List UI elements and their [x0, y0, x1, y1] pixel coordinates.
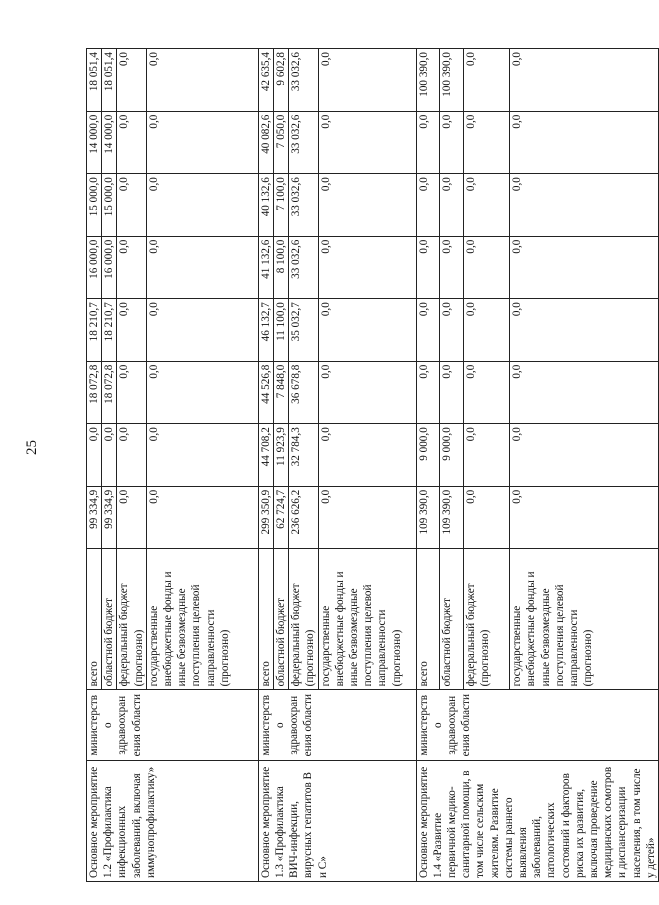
amount-cell: 99 334,9: [102, 486, 117, 549]
amount-cell: 40 132,6: [258, 174, 273, 237]
amount-cell: 0,0: [510, 299, 659, 362]
amount-cell: 18 051,4: [102, 49, 117, 112]
amount-cell: 33 032,6: [289, 49, 318, 112]
amount-cell: 9 602,8: [274, 49, 289, 112]
amount-cell: 8 100,0: [274, 236, 289, 299]
amount-cell: 0,0: [87, 424, 102, 487]
amount-cell: 7 848,0: [274, 361, 289, 424]
amount-cell: 32 784,3: [289, 424, 318, 487]
amount-cell: 15 000,0: [87, 174, 102, 237]
page-number: 25: [24, 440, 40, 455]
amount-cell: 33 032,6: [289, 174, 318, 237]
amount-cell: 0,0: [416, 299, 440, 362]
amount-cell: 0,0: [117, 174, 146, 237]
amount-cell: 236 626,2: [289, 486, 318, 549]
event-name: Основное мероприятие 1.4 «Развитие первичной медико-санитарной помощи, в том числе сельским жителям. Развитие системы раннего выявления заболеваний, патологических состояний и факторов риска их развития, включая проведение медицинских осмотров и диспансеризации населения, в том числе у детей»: [416, 760, 658, 881]
amount-cell: 0,0: [146, 236, 258, 299]
table-row: [258, 49, 273, 882]
event-name: Основное мероприятие 1.3 «Профилактика ВИЧ-инфекции, вирусных гепатитов В и С»: [258, 760, 416, 881]
amount-cell: 0,0: [102, 424, 117, 487]
amount-cell: 0,0: [510, 111, 659, 174]
amount-cell: 0,0: [440, 299, 464, 362]
amount-cell: 109 390,0: [440, 486, 464, 549]
funding-source: государственные внебюджетные фонды и иные безвозмездные поступления целевой направленности (прогнозно): [510, 549, 659, 690]
funding-source: государственные внебюджетные фонды и иные безвозмездные поступления целевой направленности (прогнозно): [146, 549, 258, 690]
amount-cell: 0,0: [146, 174, 258, 237]
amount-cell: 33 032,6: [289, 111, 318, 174]
funding-source: всего: [416, 549, 440, 690]
amount-cell: 0,0: [464, 486, 510, 549]
amount-cell: 14 000,0: [102, 111, 117, 174]
amount-cell: 0,0: [416, 111, 440, 174]
amount-cell: 0,0: [464, 424, 510, 487]
table-row: [416, 49, 440, 882]
funding-source: государственные внебюджетные фонды и иные безвозмездные поступления целевой направленности (прогнозно): [318, 549, 416, 690]
amount-cell: 0,0: [117, 111, 146, 174]
amount-cell: 42 635,4: [258, 49, 273, 112]
executor: министерство здравоохранения области: [258, 690, 416, 761]
amount-cell: 0,0: [464, 174, 510, 237]
amount-cell: 18 051,4: [87, 49, 102, 112]
amount-cell: 0,0: [117, 424, 146, 487]
amount-cell: 15 000,0: [102, 174, 117, 237]
amount-cell: 18 210,7: [102, 299, 117, 362]
amount-cell: 0,0: [510, 174, 659, 237]
amount-cell: 11 100,0: [274, 299, 289, 362]
event-name: Основное мероприятие 1.2 «Профилактика инфекционных заболеваний, включая иммунопрофилактику»: [87, 760, 259, 881]
amount-cell: 18 210,7: [87, 299, 102, 362]
amount-cell: 0,0: [318, 486, 416, 549]
amount-cell: 0,0: [440, 236, 464, 299]
amount-cell: 16 000,0: [102, 236, 117, 299]
amount-cell: 9 000,0: [416, 424, 440, 487]
amount-cell: 0,0: [146, 111, 258, 174]
amount-cell: 0,0: [117, 486, 146, 549]
amount-cell: 0,0: [510, 49, 659, 112]
amount-cell: 62 724,7: [274, 486, 289, 549]
amount-cell: 46 132,7: [258, 299, 273, 362]
amount-cell: 14 000,0: [87, 111, 102, 174]
amount-cell: 0,0: [318, 299, 416, 362]
amount-cell: 18 072,8: [87, 361, 102, 424]
rotated-table-container: [86, 48, 657, 882]
executor: министерство здравоохранения области: [416, 690, 658, 761]
amount-cell: 7 050,0: [274, 111, 289, 174]
amount-cell: 16 000,0: [87, 236, 102, 299]
amount-cell: 0,0: [146, 361, 258, 424]
amount-cell: 0,0: [416, 174, 440, 237]
amount-cell: 0,0: [318, 236, 416, 299]
amount-cell: 0,0: [464, 111, 510, 174]
amount-cell: 100 390,0: [416, 49, 440, 112]
amount-cell: 0,0: [318, 361, 416, 424]
funding-source: федеральный бюджет (прогнозно): [289, 549, 318, 690]
amount-cell: 41 132,6: [258, 236, 273, 299]
amount-cell: 109 390,0: [416, 486, 440, 549]
amount-cell: 0,0: [146, 486, 258, 549]
amount-cell: 0,0: [440, 111, 464, 174]
amount-cell: 0,0: [146, 299, 258, 362]
amount-cell: 0,0: [117, 299, 146, 362]
amount-cell: 0,0: [146, 49, 258, 112]
amount-cell: 99 334,9: [87, 486, 102, 549]
executor: министерство здравоохранения области: [87, 690, 259, 761]
amount-cell: 0,0: [440, 174, 464, 237]
amount-cell: 0,0: [464, 49, 510, 112]
table-row: [87, 49, 102, 882]
amount-cell: 100 390,0: [440, 49, 464, 112]
amount-cell: 0,0: [318, 49, 416, 112]
amount-cell: 44 708,2: [258, 424, 273, 487]
amount-cell: 36 678,8: [289, 361, 318, 424]
budget-table: [86, 48, 659, 882]
amount-cell: 18 072,8: [102, 361, 117, 424]
funding-source: федеральный бюджет (прогнозно): [117, 549, 146, 690]
funding-source: всего: [258, 549, 273, 690]
amount-cell: 40 082,6: [258, 111, 273, 174]
amount-cell: 0,0: [117, 49, 146, 112]
amount-cell: 0,0: [464, 299, 510, 362]
amount-cell: 7 100,0: [274, 174, 289, 237]
amount-cell: 0,0: [510, 361, 659, 424]
funding-source: федеральный бюджет (прогнозно): [464, 549, 510, 690]
amount-cell: 0,0: [146, 424, 258, 487]
amount-cell: 0,0: [416, 361, 440, 424]
funding-source: областной бюджет: [274, 549, 289, 690]
amount-cell: 0,0: [510, 424, 659, 487]
amount-cell: 0,0: [416, 236, 440, 299]
amount-cell: 11 923,9: [274, 424, 289, 487]
amount-cell: 0,0: [440, 361, 464, 424]
amount-cell: 0,0: [464, 236, 510, 299]
funding-source: областной бюджет: [102, 549, 117, 690]
amount-cell: 0,0: [318, 111, 416, 174]
table-body: [87, 49, 659, 882]
funding-source: всего: [87, 549, 102, 690]
amount-cell: 0,0: [318, 424, 416, 487]
amount-cell: 0,0: [117, 361, 146, 424]
amount-cell: 0,0: [510, 486, 659, 549]
amount-cell: 44 526,8: [258, 361, 273, 424]
amount-cell: 0,0: [318, 174, 416, 237]
amount-cell: 0,0: [117, 236, 146, 299]
amount-cell: 299 350,9: [258, 486, 273, 549]
amount-cell: 33 032,6: [289, 236, 318, 299]
amount-cell: 35 032,7: [289, 299, 318, 362]
funding-source: областной бюджет: [440, 549, 464, 690]
amount-cell: 0,0: [464, 361, 510, 424]
amount-cell: 9 000,0: [440, 424, 464, 487]
amount-cell: 0,0: [510, 236, 659, 299]
